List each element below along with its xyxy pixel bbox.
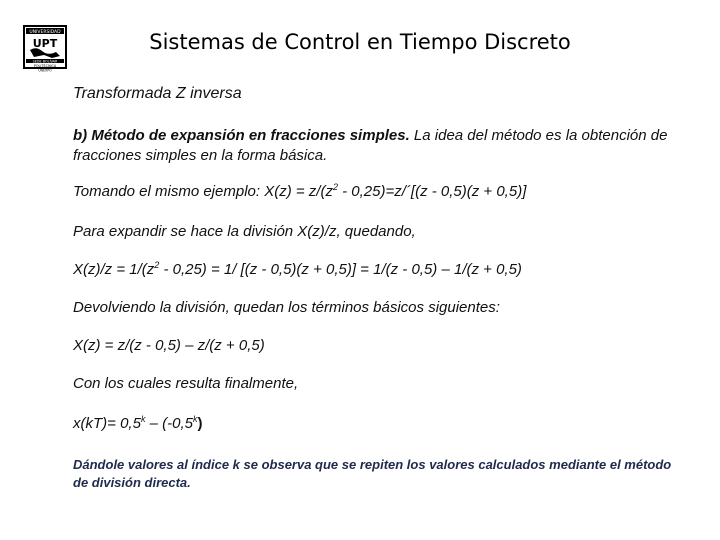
slide-title: Sistemas de Control en Tiempo Discreto	[149, 30, 571, 54]
returning-line: Devolviendo la división, quedan los términos básicos siguientes:	[73, 299, 500, 316]
terms-line: X(z) = z/(z - 0,5) – z/(z + 0,5)	[73, 337, 265, 354]
final-part-b: – (-0,5	[145, 415, 193, 432]
final-sup-1: k	[140, 414, 146, 424]
subtitle: Transformada Z inversa	[73, 85, 242, 102]
division-sup: 2	[154, 260, 160, 270]
expand-line: Para expandir se hace la división X(z)/z, quedando,	[73, 223, 416, 240]
result-intro-line: Con los cuales resulta finalmente,	[73, 375, 299, 392]
division-line	[73, 260, 673, 280]
final-sup-2: k	[192, 414, 198, 424]
final-part-a: x(kT)= 0,5	[73, 415, 141, 432]
note-paragraph: Dándole valores al índice k se observa que se repiten los valores calculados mediante el método de división directa.	[73, 457, 672, 490]
example-sup: 2	[332, 182, 338, 192]
example-part-b: - 0,25)=z/´[(z - 0,5)(z + 0,5)]	[337, 183, 527, 200]
division-part-b: - 0,25) = 1/ [(z - 0,5)(z + 0,5)] = 1/(z - 0,5) – 1/(z + 0,5)	[159, 261, 522, 278]
final-part-c: )	[197, 415, 203, 432]
logo-footer-text: UNEXPO	[38, 68, 52, 72]
method-text: La idea del método es la obtención de fracciones simples en la forma básica.	[73, 127, 668, 164]
logo-top-text: UNIVERSIDAD	[29, 30, 61, 35]
example-line	[73, 182, 673, 202]
logo-bottom-text: POLITÉCNICA	[33, 64, 57, 68]
method-heading: b) Método de expansión en fracciones simples.	[73, 127, 410, 144]
method-paragraph	[73, 126, 673, 166]
example-part-a: Tomando el mismo ejemplo: X(z) = z/(z	[73, 183, 333, 200]
final-formula	[73, 414, 673, 434]
logo-mark: UPT	[32, 37, 58, 50]
division-part-a: X(z)/z = 1/(z	[73, 261, 155, 278]
logo-mid-text: SEDE BOLÍVAR	[32, 59, 58, 64]
